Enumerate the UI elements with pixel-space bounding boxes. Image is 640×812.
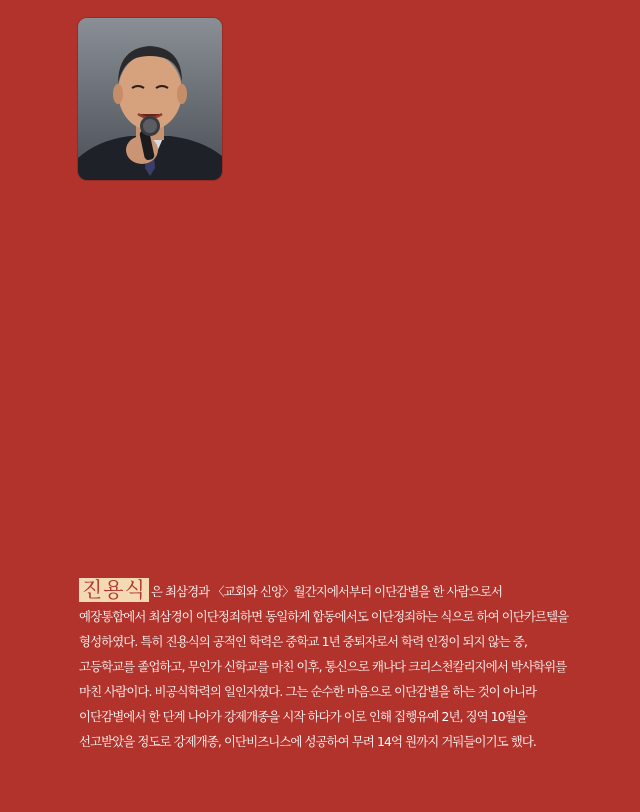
bio-text: 은 최삼경과 〈교회와 신앙〉월간지에서부터 이단감별을 한 사람으로서 예장통합에서 최삼경이 이단정죄하면 동일하게 합동에서도 이단정죄하는 식으로 하여 이단카르텔을 형성하였다. 특히 진용식의 공적인 학력은 중학교 1년 중퇴자로서 학력 인정이 되지 않는 중, 고등학교를 졸업하고, 무인가 신학교를 마친 이후, 통신으로 캐나다 크리스천칼리지에서 박사학위를 마친 사람이다. 비공식학력의 일인자였다. 그는 순수한 마음으로 이단감별을 하는 것이 아니라 이단감별에서 한 단계 나아가 강제개종을 시작 하다가 이로 인해 집행유예 2년, 징역 10월을 선고받았을 정도로 강제개종, 이단비즈니스에 성공하여 무려 14억 원까지 거둬들이기도 했다.	[79, 584, 569, 749]
portrait-photo	[78, 18, 222, 180]
bio-paragraph	[79, 578, 569, 754]
person-with-microphone-icon	[78, 18, 222, 180]
name-highlight: 진용식	[79, 578, 149, 602]
